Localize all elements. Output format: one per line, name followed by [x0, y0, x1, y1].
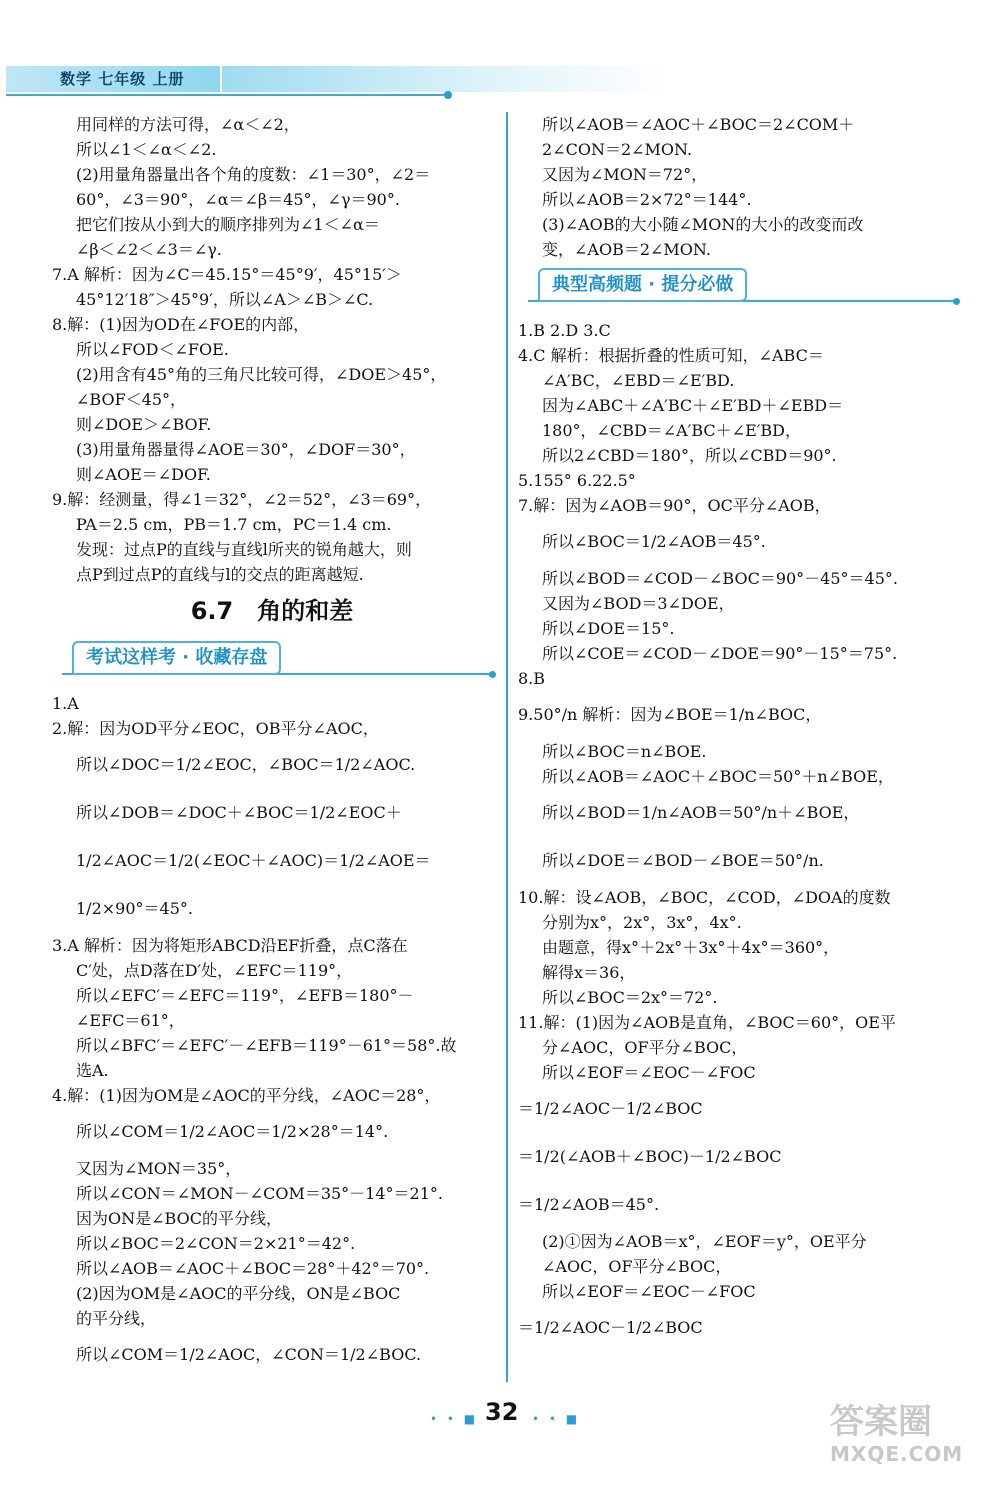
answer-line: 所以∠CON＝∠MON－∠COM＝35°－14°＝21°. [76, 1184, 443, 1203]
answer-line: C′处，点D落在D′处，∠EFC＝119°， [76, 961, 353, 980]
answer-line: 2∠CON＝2∠MON. [542, 140, 693, 159]
answer-line: ＝1/2∠AOB＝45°. [518, 1195, 660, 1214]
answer-line: 分别为x°，2x°，3x°，4x°. [542, 913, 742, 932]
answer-line: 所以∠AOB＝∠AOC＋∠BOC＝50°＋n∠BOE， [542, 767, 894, 786]
footer-dots-left: • • ■ [430, 1412, 479, 1426]
answer-line: (2)①因为∠AOB＝x°，∠EOF＝y°，OE平分 [542, 1232, 867, 1251]
left-answers-part-1 [52, 112, 492, 587]
answer-line: (2)因为OM是∠AOC的平分线，ON是∠BOC [76, 1284, 401, 1303]
banner-dot [489, 671, 496, 678]
answer-line: 1/2×90°＝45°. [76, 899, 193, 918]
answer-line: 11.解：(1)因为∠AOB是直角，∠BOC＝60°，OE平 [518, 1013, 896, 1032]
answer-line: 1.A [52, 694, 79, 713]
answer-line: 4.解：(1)因为OM是∠AOC的平分线，∠AOC＝28°， [52, 1086, 441, 1105]
answer-line: 所以∠BOC＝n∠BOE. [542, 742, 707, 761]
answer-line: 8.解：(1)因为OD在∠FOE的内部， [52, 315, 310, 334]
answer-line: 则∠DOE＞∠BOF. [76, 415, 212, 434]
answer-line: 8.B [518, 669, 546, 688]
header-stripe [222, 66, 667, 92]
header-title: 数学 七年级 上册 [60, 70, 185, 88]
answer-line: 因为ON是∠BOC的平分线， [76, 1209, 282, 1228]
answer-line: 所以∠BOD＝∠COD－∠BOC＝90°－45°＝45°. [542, 569, 898, 588]
answer-line: 60°，∠3＝90°，∠α＝∠β＝45°，∠γ＝90°. [76, 190, 400, 209]
column-divider [506, 112, 508, 1382]
answer-line: 所以∠EOF＝∠EOC－∠FOC [542, 1282, 756, 1301]
footer-dots-right: • • ■ [532, 1412, 581, 1426]
answer-line: 所以∠COM＝1/2∠AOC，∠CON＝1/2∠BOC. [76, 1345, 422, 1364]
answer-line: ∠A′BC，∠EBD＝∠E′BD. [542, 371, 735, 390]
banner-label: 考试这样考 · 收藏存盘 [72, 641, 281, 675]
answer-line: 10.解：设∠AOB，∠BOC，∠COD，∠DOA的度数 [518, 888, 891, 907]
answer-line: 所以∠BOC＝1/2∠AOB＝45°. [542, 532, 766, 551]
answer-line: 1.B 2.D 3.C [518, 321, 611, 340]
answer-line: 发现：过点P的直线与直线l所夹的锐角越大，则 [76, 540, 412, 559]
answer-line: 所以∠DOB＝∠DOC＋∠BOC＝1/2∠EOC＋ [76, 803, 402, 822]
answer-line: (2)用含有45°角的三角尺比较可得，∠DOE＞45°， [76, 365, 447, 384]
answer-line: 所以∠BFC′＝∠EFC′－∠EFB＝119°－61°＝58°.故 [76, 1036, 457, 1055]
answer-line: 所以∠BOD＝1/n∠AOB＝50°/n＋∠BOE， [542, 803, 860, 822]
answer-line: ∠AOC，OF平分∠BOC， [542, 1257, 732, 1276]
answer-line: (2)用量角器量出各个角的度数：∠1＝30°，∠2＝ [76, 165, 431, 184]
answer-line: ＝1/2(∠AOB＋∠BOC)－1/2∠BOC [518, 1147, 782, 1166]
left-column [52, 112, 492, 1379]
answer-line: 点P到过点P的直线与l的交点的距离越短. [76, 565, 364, 584]
answer-line: 5.155° 6.22.5° [518, 471, 636, 490]
answer-line: 7.A 解析：因为∠C＝45.15°＝45°9′，45°15′＞ [52, 265, 402, 284]
watermark-logo-text: 答案圈 [830, 1402, 932, 1442]
answer-line: 把它们按从小到大的顺序排列为∠1＜∠α＝ [76, 215, 380, 234]
page-number: 32 [485, 1398, 519, 1426]
answer-line: 1/2∠AOC＝1/2(∠EOC＋∠AOC)＝1/2∠AOE＝ [76, 851, 431, 870]
answer-line: 选A. [76, 1061, 109, 1080]
answer-line: (3)∠AOB的大小随∠MON的大小的改变而改 [542, 215, 864, 234]
answer-line: 用同样的方法可得，∠α＜∠2， [76, 115, 300, 134]
answer-line: ∠EFC＝61°， [76, 1011, 185, 1030]
answer-line: 则∠AOE＝∠DOF. [76, 465, 211, 484]
answer-line: 所以∠COE＝∠COD－∠DOE＝90°－15°＝75°. [542, 644, 898, 663]
exam-banner [52, 639, 492, 683]
answer-line: 变，∠AOB＝2∠MON. [542, 240, 711, 259]
answer-line: 的平分线， [76, 1309, 157, 1328]
answer-line: 所以∠BOC＝2∠CON＝2×21°＝42°. [76, 1234, 356, 1253]
watermark-url: MXQE.COM [830, 1442, 964, 1466]
answer-line: 所以∠DOE＝∠BOD－∠BOE＝50°/n. [542, 851, 824, 870]
answer-line: PA＝2.5 cm，PB＝1.7 cm，PC＝1.4 cm. [76, 515, 392, 534]
answer-line: 所以∠DOC＝1/2∠EOC，∠BOC＝1/2∠AOC. [76, 755, 416, 774]
answer-line: 所以∠AOB＝2×72°＝144°. [542, 190, 752, 209]
answer-line: 分∠AOC，OF平分∠BOC， [542, 1038, 748, 1057]
header-rule [6, 94, 446, 96]
answer-line: 所以∠AOB＝∠AOC＋∠BOC＝2∠COM＋ [542, 115, 855, 134]
answer-line: 7.解：因为∠AOB＝90°，OC平分∠AOB， [518, 496, 831, 515]
answer-line: (3)用量角器量得∠AOE＝30°，∠DOF＝30°， [76, 440, 416, 459]
banner-label: 典型高频题 · 提分必做 [538, 268, 747, 302]
right-answers-part-2 [518, 318, 956, 1352]
answer-line: 3.A 解析：因为将矩形ABCD沿EF折叠，点C落在 [52, 936, 408, 955]
answer-line: 所以∠EFC′＝∠EFC＝119°，∠EFB＝180°－ [76, 986, 414, 1005]
answer-line: ＝1/2∠AOC－1/2∠BOC [518, 1318, 703, 1337]
right-answers-part-1 [518, 112, 956, 262]
answer-line: 所以∠AOB＝∠AOC＋∠BOC＝28°＋42°＝70°. [76, 1259, 430, 1278]
answer-line: 解得x＝36， [542, 963, 636, 982]
answer-line: 9.解：经测量，得∠1＝32°，∠2＝52°，∠3＝69°， [52, 490, 432, 509]
answer-line: 因为∠ABC＋∠A′BC＋∠E′BD＋∠EBD＝ [542, 396, 844, 415]
answer-line: 又因为∠MON＝35°， [76, 1159, 242, 1178]
practice-banner [518, 266, 956, 310]
banner-dot [953, 298, 960, 305]
answer-line: 所以∠EOF＝∠EOC－∠FOC [542, 1063, 756, 1082]
answer-line: 45°12′18″＞45°9′，所以∠A＞∠B＞∠C. [76, 290, 374, 309]
watermark [830, 1402, 980, 1472]
answer-line: 所以2∠CBD＝180°，所以∠CBD＝90°. [542, 446, 837, 465]
answer-line: ∠β＜∠2＜∠3＝∠γ. [76, 240, 222, 259]
answer-line: 所以∠FOD＜∠FOE. [76, 340, 229, 359]
answer-line: 所以∠DOE＝15°. [542, 619, 675, 638]
header-dot [444, 91, 452, 99]
answer-line: 180°，∠CBD＝∠A′BC＋∠E′BD， [542, 421, 801, 440]
answer-line: 所以∠1＜∠α＜∠2. [76, 140, 217, 159]
right-column [518, 112, 956, 1352]
answer-line: 4.C 解析：根据折叠的性质可知，∠ABC＝ [518, 346, 824, 365]
answer-line: ＝1/2∠AOC－1/2∠BOC [518, 1099, 703, 1118]
page-header [0, 0, 1000, 100]
answer-line: 所以∠COM＝1/2∠AOC＝1/2×28°＝14°. [76, 1122, 389, 1141]
answer-line: 又因为∠BOD＝3∠DOE， [542, 594, 735, 613]
answer-line: 所以∠BOC＝2x°＝72°. [542, 988, 718, 1007]
section-title: 6.7 角的和差 [190, 597, 354, 625]
answer-line: 2.解：因为OD平分∠EOC，OB平分∠AOC， [52, 719, 379, 738]
answer-line: 又因为∠MON＝72°， [542, 165, 708, 184]
left-answers-part-2 [52, 691, 492, 1379]
answer-line: 由题意，得x°＋2x°＋3x°＋4x°＝360°， [542, 938, 840, 957]
answer-line: 9.50°/n 解析：因为∠BOE＝1/n∠BOC， [518, 705, 822, 724]
answer-line: ∠BOF＜45°， [76, 390, 187, 409]
